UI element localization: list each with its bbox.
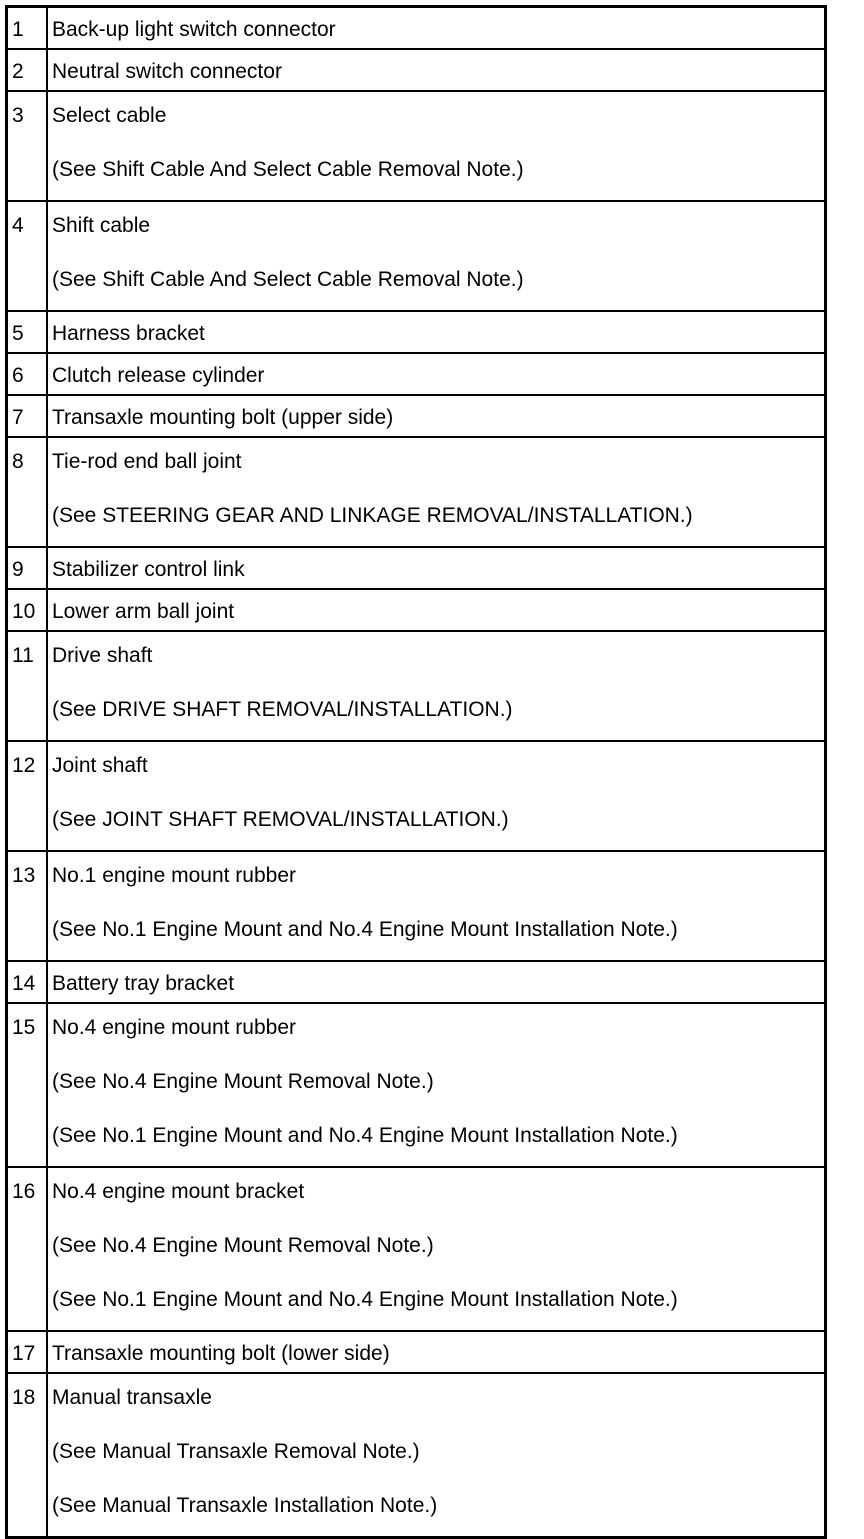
table-row	[7, 395, 826, 437]
table-row	[7, 311, 826, 353]
item-name: No.4 engine mount bracket	[52, 1180, 305, 1203]
table-row	[7, 741, 826, 851]
table-row	[7, 589, 826, 631]
item-description	[47, 353, 826, 395]
table-row	[7, 631, 826, 741]
item-number: 10	[7, 589, 48, 631]
item-name: No.1 engine mount rubber	[52, 864, 296, 887]
item-number: 18	[7, 1373, 48, 1538]
item-name: Back-up light switch connector	[52, 18, 336, 41]
item-reference-note: (See Shift Cable And Select Cable Removal Note.)	[52, 158, 524, 181]
item-number: 3	[7, 91, 48, 201]
table-row	[7, 1167, 826, 1331]
table-row	[7, 851, 826, 961]
table-row	[7, 91, 826, 201]
table-row	[7, 7, 826, 50]
item-name: Harness bracket	[52, 322, 205, 345]
item-number: 6	[7, 353, 48, 395]
item-name: Select cable	[52, 104, 167, 127]
item-number: 4	[7, 201, 48, 311]
item-number: 13	[7, 851, 48, 961]
item-description	[47, 547, 826, 589]
item-name: Stabilizer control link	[52, 558, 245, 581]
item-number: 16	[7, 1167, 48, 1331]
table-row	[7, 1373, 826, 1538]
item-description	[47, 1331, 826, 1373]
item-number: 11	[7, 631, 48, 741]
item-reference-note: (See No.1 Engine Mount and No.4 Engine Mount Installation Note.)	[52, 1288, 678, 1311]
item-name: Clutch release cylinder	[52, 364, 265, 387]
item-description	[47, 49, 826, 91]
item-name: Transaxle mounting bolt (lower side)	[52, 1342, 390, 1365]
item-description	[47, 91, 826, 201]
item-name: Joint shaft	[52, 754, 148, 777]
item-description	[47, 311, 826, 353]
table-row	[7, 1003, 826, 1167]
item-name: No.4 engine mount rubber	[52, 1016, 296, 1039]
item-description	[47, 1003, 826, 1167]
item-name: Shift cable	[52, 214, 151, 237]
item-description	[47, 7, 826, 50]
item-reference-note: (See Shift Cable And Select Cable Removal Note.)	[52, 268, 524, 291]
item-reference-note: (See Manual Transaxle Installation Note.)	[52, 1494, 438, 1517]
item-number: 2	[7, 49, 48, 91]
parts-table-body	[7, 7, 826, 1538]
item-description	[47, 851, 826, 961]
table-row	[7, 49, 826, 91]
item-reference-note: (See No.4 Engine Mount Removal Note.)	[52, 1070, 434, 1093]
item-number: 17	[7, 1331, 48, 1373]
parts-table	[5, 5, 827, 1539]
item-description	[47, 201, 826, 311]
item-number: 5	[7, 311, 48, 353]
item-description	[47, 631, 826, 741]
table-row	[7, 961, 826, 1003]
item-reference-note: (See Manual Transaxle Removal Note.)	[52, 1440, 420, 1463]
item-number: 9	[7, 547, 48, 589]
table-row	[7, 353, 826, 395]
item-number: 8	[7, 437, 48, 547]
table-row	[7, 437, 826, 547]
item-description	[47, 395, 826, 437]
item-number: 14	[7, 961, 48, 1003]
table-row	[7, 1331, 826, 1373]
item-reference-note: (See No.4 Engine Mount Removal Note.)	[52, 1234, 434, 1257]
item-description	[47, 589, 826, 631]
item-number: 1	[7, 7, 48, 50]
item-name: Lower arm ball joint	[52, 600, 235, 623]
item-number: 12	[7, 741, 48, 851]
item-number: 15	[7, 1003, 48, 1167]
item-reference-note: (See No.1 Engine Mount and No.4 Engine Mount Installation Note.)	[52, 1124, 678, 1147]
item-name: Manual transaxle	[52, 1386, 212, 1409]
item-reference-note: (See STEERING GEAR AND LINKAGE REMOVAL/INSTALLATION.)	[52, 504, 693, 527]
item-name: Neutral switch connector	[52, 60, 282, 83]
item-number: 7	[7, 395, 48, 437]
item-name: Battery tray bracket	[52, 972, 235, 995]
table-row	[7, 547, 826, 589]
item-reference-note: (See No.1 Engine Mount and No.4 Engine Mount Installation Note.)	[52, 918, 678, 941]
item-name: Tie-rod end ball joint	[52, 450, 242, 473]
item-description	[47, 437, 826, 547]
item-description	[47, 1373, 826, 1538]
item-name: Transaxle mounting bolt (upper side)	[52, 406, 394, 429]
item-name: Drive shaft	[52, 644, 153, 667]
item-description	[47, 961, 826, 1003]
item-description	[47, 1167, 826, 1331]
table-row	[7, 201, 826, 311]
item-description	[47, 741, 826, 851]
item-reference-note: (See DRIVE SHAFT REMOVAL/INSTALLATION.)	[52, 698, 513, 721]
item-reference-note: (See JOINT SHAFT REMOVAL/INSTALLATION.)	[52, 808, 509, 831]
